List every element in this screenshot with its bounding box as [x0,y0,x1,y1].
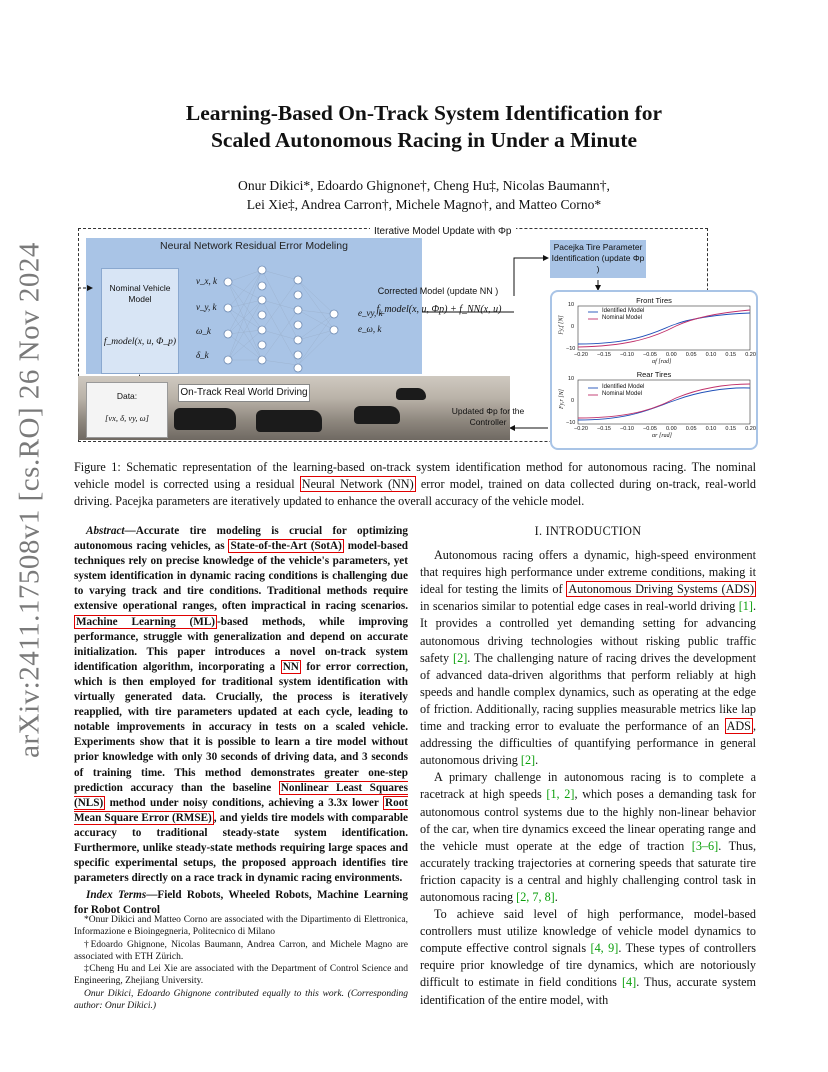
left-column [74,524,408,918]
x-tick: 0.15 [725,426,737,432]
x-tick: −0.20 [574,352,588,358]
x-tick: −0.15 [597,352,611,358]
updated-params-label: Updated Φp for the Controller [451,406,525,427]
arxiv-sidebar [10,240,50,760]
x-tick: −0.20 [574,426,588,432]
index-terms-text: —Field Robots, Wheeled Robots, Machine Learning for Robot Control [74,889,408,917]
rear-y-tick-top: 10 [568,376,575,382]
track-photo [78,376,510,440]
on-track-driving-label: On-Track Real World Driving [178,384,310,402]
intro-paragraph-3 [420,906,756,1009]
nominal-model-formula: f_model(x, u, Φ_p) [103,337,177,347]
corrected-model-formula: f_model(x, u, Φp) + f_NN(x, u) [376,304,502,315]
citation-link[interactable]: [4] [621,975,637,990]
x-tick: −0.15 [597,426,611,432]
legend-nominal-front: Nominal Model [602,315,643,321]
legend-nominal-rear: Nominal Model [602,391,643,397]
rear-y-tick-bottom: −10 [566,420,576,426]
abstract-text-3: -based methods, while improving performance, struggle with generalization and depend on accurate initialization. This paper introduces a novel on-track system identification algorithm, incorporating a [74,615,408,673]
x-tick: 0.00 [666,352,677,358]
x-tick: −0.10 [620,426,634,432]
data-box [86,382,168,438]
nn-input-vy: v_y, k [196,302,217,312]
x-tick: 0.10 [705,352,717,358]
x-tick: 0.05 [685,426,697,432]
abstract-lead: Abstract [86,525,125,537]
intro-paragraph-2 [420,769,756,906]
legend-identified-front: Identified Model [602,308,645,314]
nn-input-omega: ω_k [196,326,211,336]
citation-link[interactable]: [3–6] [691,838,719,853]
rear-tires-title: Rear Tires [636,370,672,379]
intro-paragraph-1 [420,547,756,769]
sota-acronym-link[interactable]: State-of-the-Art (SotA) [230,540,342,553]
paper-title [90,100,758,154]
rear-y-tick-mid: 0 [571,398,575,404]
x-tick: −0.05 [643,352,657,358]
rear-x-ticks [574,426,756,432]
intro-text: . These types of controllers require prior knowledge of tire dynamics, which are notoriously difficult to estimate in field conditions [420,941,756,990]
abstract-text-2: model-based techniques rely on precise knowledge of the vehicle's parameters, yet system identification in dynamic racing conditions is challenging due to varying track and tire conditions. Traditional methods require extensive operational ranges, often impractical in racing scenarios. [74,540,409,613]
intro-text: . Thus, accurately tracking trajectories at cornering speeds that saturate tire friction capacity is a central and highly challenging control task in autonomous racing [420,838,756,904]
front-y-tick-top: 10 [568,302,575,308]
citation-link[interactable]: [2, 7, 8] [516,889,555,904]
legend-identified-rear: Identified Model [602,384,645,390]
footnote-1: *Onur Dikici and Matteo Corno are associated with the Dipartimento di Elettronica, Informazione e Bioingegneria, Politecnico di Milano [74,915,408,938]
x-tick: 0.05 [685,352,697,358]
citation-link[interactable]: [2] [453,650,468,665]
rear-x-label: αr [rad] [652,433,672,439]
intro-text: . The challenging nature of racing drives the development of advanced data-driven algorithms that perform reliably at high speeds and handle complex dynamics, such as operating at the edge of friction. Additionally, racing supplies measurable metrics like lap time and tracking error to evaluate the performance of an [420,650,757,734]
right-column [420,523,756,1009]
intro-text: , addressing the difficulties of quantifying performance in general autonomous driving [420,719,756,768]
citation-link[interactable]: [1] [738,599,753,614]
authors-line-2: Lei Xie‡, Andrea Carron†, Michele Magno†, and Matteo Corno* [246,197,602,212]
footnotes [74,914,408,1012]
x-tick: 0.10 [705,426,717,432]
tire-curves [552,292,756,448]
rmse-acronym-link[interactable]: Root Mean Square Error (RMSE) [74,796,409,824]
tire-model-plots [550,290,758,450]
ads-acronym-link[interactable]: Autonomous Driving Systems (ADS) [568,582,755,597]
abstract-text-4: for error correction, which is then employed for traditional system identification with virtually generated data. Crucially, the process is iteratively reapplied, with tire parameters updated at each cycle, leading to notable improvements in accuracy in tests on a scaled vehicle. Experiments show that it is possible to learn a tire model without prior knowledge with only 30 seconds of driving data, and 3 seconds of training time. This method demonstrates greater one-step prediction accuracy than the baseline [74,660,409,794]
figure-caption [74,459,756,510]
ml-acronym-link[interactable]: Machine Learning (ML) [76,615,216,628]
nn-output-evy: e_vy, k [358,308,383,318]
data-label: Data: [116,391,138,401]
nn-output-eomega: e_ω, k [358,324,382,334]
index-terms-lead: Index Terms [86,889,147,902]
authors-line-1: Onur Dikici*, Edoardo Ghignone†, Cheng Hu‡, Nicolas Baumann†, [238,178,610,193]
front-y-tick-mid: 0 [571,324,575,330]
intro-text: in scenarios similar to potential edge cases in real-world driving [420,599,736,614]
race-car-image [256,410,322,432]
nls-acronym-link[interactable]: Nonlinear Least Squares (NLS) [74,781,408,809]
iterative-update-label: Iterative Model Update with Φp [370,226,516,237]
section-heading-introduction: I. INTRODUCTION [534,524,642,538]
intro-text: A primary challenge in autonomous racing is to complete a racetrack at high speeds [420,770,756,802]
footnote-4: Onur Dikici, Edoardo Ghignone contributed equally to this work. (Corresponding author: Onur Dikici.) [74,988,408,1012]
ads-acronym-link[interactable]: ADS [726,719,751,734]
data-variables: [vx, δ, vy, ω] [105,413,149,423]
race-car-image [354,406,400,424]
x-tick: −0.05 [643,426,657,432]
arxiv-identifier[interactable]: arXiv:2411.17508v1 [cs.RO] 26 Nov 2024 [13,242,46,758]
intro-text: To achieve said level of high performance, model-based controllers must utilize knowledge of vehicle model dynamics to compute effective control signals [420,907,756,956]
abstract-text-1: —Accurate tire modeling is crucial for optimizing autonomous racing vehicles, as [74,525,408,553]
pacejka-identification-box: Pacejka Tire Parameter Identification (update Φp ) [550,240,646,278]
author-list [90,176,758,214]
nn-panel-title: Neural Network Residual Error Modeling [160,240,348,252]
rear-y-label: Fy,r [N] [559,388,566,410]
race-car-image [174,408,236,430]
nominal-model-label: Nominal Vehicle Model [109,283,171,304]
caption-text-1: Figure 1: Schematic representation of the learning-based on-track system identification method for autonomous racing. The nominal vehicle model is corrected using a residual [74,460,756,491]
intro-text: Autonomous racing offers a dynamic, high-speed environment that requires high performance under extreme conditions, making it ideal for testing the limits of [420,548,756,597]
abstract-text-5: method under noisy conditions, achieving a 3.3x lower [109,796,379,809]
title-line-2: Scaled Autonomous Racing in Under a Minute [210,128,638,152]
x-tick: 0.00 [666,426,677,432]
race-car-image [396,388,426,400]
nn-input-vx: v_x, k [196,276,217,286]
intro-text: . [535,753,539,768]
intro-text: . It provides a controlled yet demanding setting for advancing autonomous driving technologies without risking public traffic safety [420,599,757,665]
nn-input-delta: δ_k [196,350,209,360]
front-x-label: αf [rad] [652,359,672,365]
x-tick: −0.10 [620,352,634,358]
abstract-text-6: , and yields tire models with comparable accuracy to traditional steady-state system identification. Furthermore, unlike steady-state methods requiring large spaces and specific experimental setups, the proposed approach identifies tire parameters directly on a race track in dynamic racing environments. [74,811,408,885]
x-tick: 0.20 [745,426,756,432]
front-tires-title: Front Tires [636,296,672,305]
corrected-model-label: Corrected Model (update NN ) [377,286,499,296]
nn-acronym-link[interactable]: Neural Network (NN) [301,477,414,491]
nn-acronym-link[interactable]: NN [282,660,299,673]
figure-1 [78,228,754,456]
footnote-3: ‡Cheng Hu and Lei Xie are associated with the Department of Control Science and Engineering, Zhejiang University. [74,964,408,987]
caption-text-2: error model, trained on data collected during on-track, real-world driving. Pacejka parameters are iteratively updated to enhance the overall accuracy of the vehicle model. [74,477,757,508]
citation-link[interactable]: [4, 9] [590,941,619,956]
front-y-label: Fy,f [N] [558,315,565,335]
citation-link[interactable]: [2] [520,753,536,768]
intro-text: . [554,889,558,904]
abstract [74,524,408,886]
intro-text: . Thus, accurate system identification of the entire model, with [420,975,756,1007]
intro-text: , which poses a demanding task for autonomous control systems due to the highly non-linear behavior of the car, when tire dynamics exceed the linear operating range and the vehicle must operate at the edge of traction [420,787,756,853]
front-x-ticks [574,352,756,358]
front-y-tick-bottom: −10 [566,346,576,352]
x-tick: 0.20 [745,352,756,358]
title-line-1: Learning-Based On-Track System Identification for [185,101,663,125]
footnote-2: †Edoardo Ghignone, Nicolas Baumann, Andrea Carron, and Michele Magno are associated with ETH Zürich. [74,939,408,962]
citation-link[interactable]: [1, 2] [546,787,575,802]
x-tick: 0.15 [725,352,737,358]
